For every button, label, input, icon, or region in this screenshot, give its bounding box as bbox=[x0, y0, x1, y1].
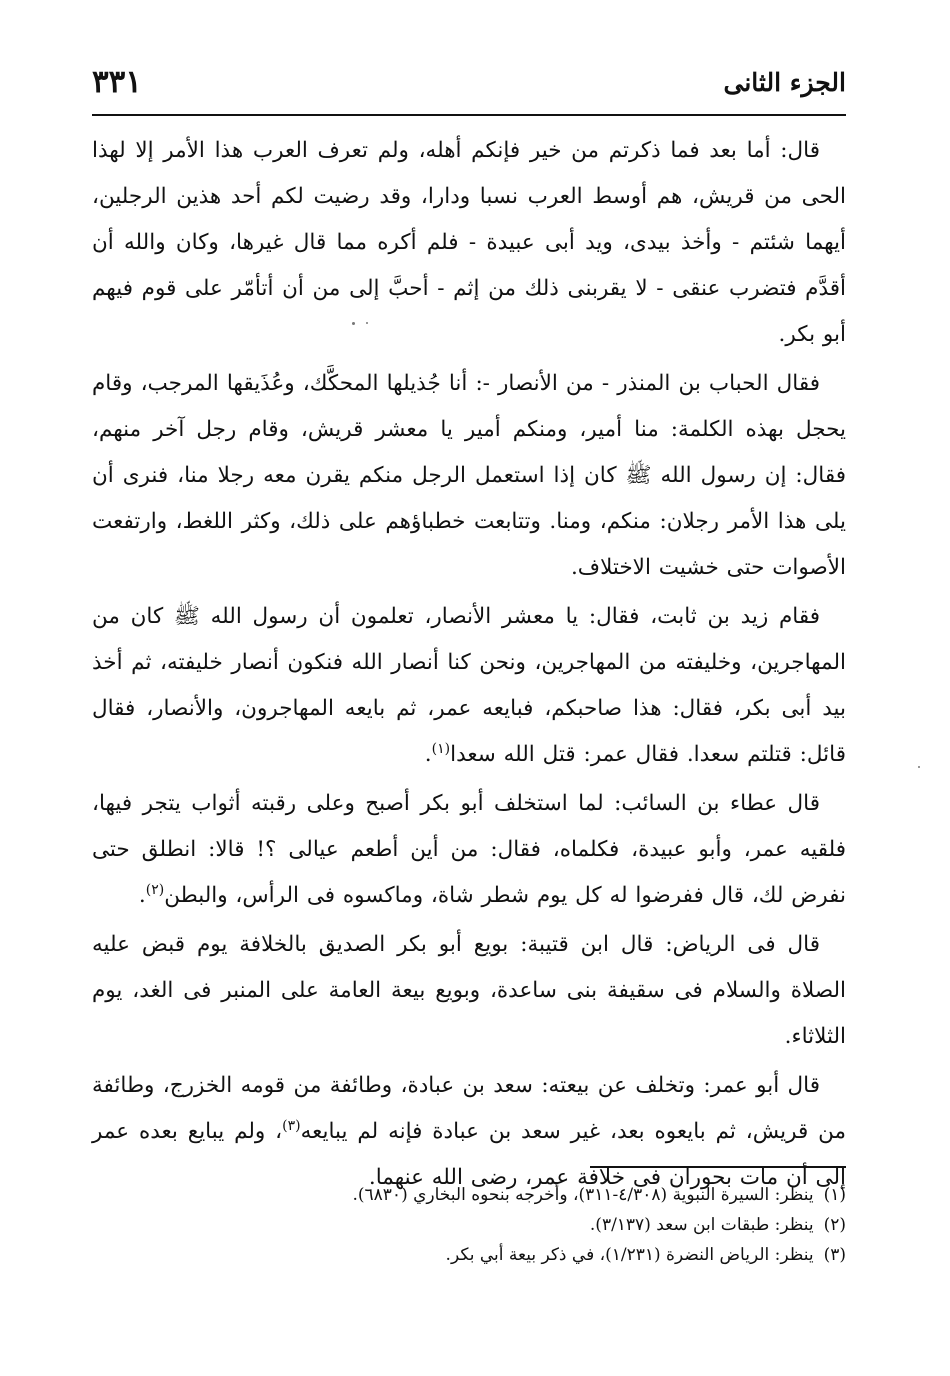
footnotes bbox=[92, 1180, 846, 1270]
footnote-text: ينظر: طبقات ابن سعد (٣/١٣٧). bbox=[589, 1215, 814, 1235]
paragraph-text: قال فى الرياض: قال ابن قتيبة: بويع أبو بكر الصديق بالخلافة يوم قبض عليه الصلاة والسلام فى سقيفة بنى ساعدة، وبويع بيعة العامة على المنبر فى الغد، يوم الثلاثاء. bbox=[92, 932, 846, 1049]
paragraph-text: قال عطاء بن السائب: لما استخلف أبو بكر أصبح وعلى رقبته أثواب يتجر فيها، فلقيه عمر، وأبو عبيدة، فكلماه، فقال: من أين أطعم عيالى ؟! قالا: انطلق حتى نفرض لك، قال ففرضوا له كل يوم شطر شاة، وماكسوه فى الرأس، والبطن bbox=[92, 791, 846, 908]
footnote-divider bbox=[590, 1166, 846, 1168]
paragraph bbox=[92, 128, 846, 358]
footnote bbox=[92, 1210, 846, 1240]
paragraph bbox=[92, 922, 846, 1060]
paragraph bbox=[92, 594, 846, 778]
footnote-text: ينظر: الرياض النضرة (١/٢٣١)، في ذكر بيعة أبي بكر. bbox=[445, 1245, 814, 1265]
page-number: ٣٣١ bbox=[92, 64, 142, 100]
footnote-text: ينظر: السيرة النبوية (٤/٣٠٨-٣١١)، وأخرجه بنحوه البخاري (٦٨٣٠). bbox=[352, 1185, 814, 1205]
paragraph-tail: ، ولم يبايع بعده عمر إلى أن مات بحوران فى خلافة عمر، رضى الله عنهما. bbox=[92, 1119, 846, 1190]
paragraph-text: قال: أما بعد فما ذكرتم من خير فإنكم أهله، ولم تعرف العرب هذا الأمر إلا لهذا الحى من قريش، هم أوسط العرب نسبا ودارا، وقد رضيت لكم أحد هذين الرجلين، أيهما شئتم - وأخذ بيدى، ويد أبى عبيدة - فلم أكره مما قال غيرها، وكان والله أن أقدَّم فتضرب عنقى - لا يقربنى ذلك من إثم - أحبَّ إلى من أن أتأمّر على قوم فيهم أبو بكر. bbox=[92, 138, 846, 347]
paragraph-text: فقال الحباب بن المنذر - من الأنصار -: أنا جُذيلها المحكَّك، وعُذَيقها المرجب، وقام يحجل بهذه الكلمة: منا أمير، ومنكم أمير يا معشر قريش، وقام رجل آخر منهم، فقال: إن رسول الله ﷺ كان إذا استعمل الرجل منكم يقرن معه رجلا منا، فنرى أن يلى هذا الأمر رجلان: منكم، ومنا. وتتابعت خطباؤهم على ذلك، وكثر اللغط، وارتفعت الأصوات حتى خشيت الاختلاف. bbox=[92, 371, 846, 580]
paragraph bbox=[92, 361, 846, 591]
paragraph-text: فقام زيد بن ثابت، فقال: يا معشر الأنصار، تعلمون أن رسول الله ﷺ كان من المهاجرين، وخليفته من المهاجرين، ونحن كنا أنصار الله فنكون أنصار خليفته، ثم أخذ بيد أبى بكر، فقال: هذا صاحبكم، فبايعه عمر، ثم بايعه المهاجرون، والأنصار، فقال قائل: قتلتم سعدا. فقال عمر: قتل الله سعدا bbox=[92, 604, 846, 767]
footnote bbox=[92, 1240, 846, 1270]
footnote-number: (٢) bbox=[823, 1215, 846, 1235]
paragraph-tail: . bbox=[138, 883, 146, 908]
page-header bbox=[92, 58, 846, 116]
footnote-reference: (٣) bbox=[282, 1117, 301, 1134]
body-text bbox=[92, 128, 846, 1204]
paragraph-text: قال أبو عمر: وتخلف عن بيعته: سعد بن عبادة، وطائفة من قومه الخزرج، وطائفة من قريش، ثم بايعوه بعد، غير سعد بن عبادة فإنه لم يبايعه bbox=[92, 1073, 846, 1144]
footnote-reference: (١) bbox=[431, 740, 451, 757]
footnote-number: (١) bbox=[823, 1185, 846, 1205]
scan-speck bbox=[352, 322, 355, 325]
paragraph-tail: . bbox=[424, 742, 432, 767]
scan-speck bbox=[366, 322, 368, 324]
running-title: الجزء الثانى bbox=[723, 68, 846, 97]
footnote-reference: (٢) bbox=[145, 881, 165, 898]
scan-speck bbox=[918, 766, 920, 768]
footnote bbox=[92, 1180, 846, 1210]
footnote-number: (٣) bbox=[823, 1245, 846, 1265]
paragraph bbox=[92, 781, 846, 919]
